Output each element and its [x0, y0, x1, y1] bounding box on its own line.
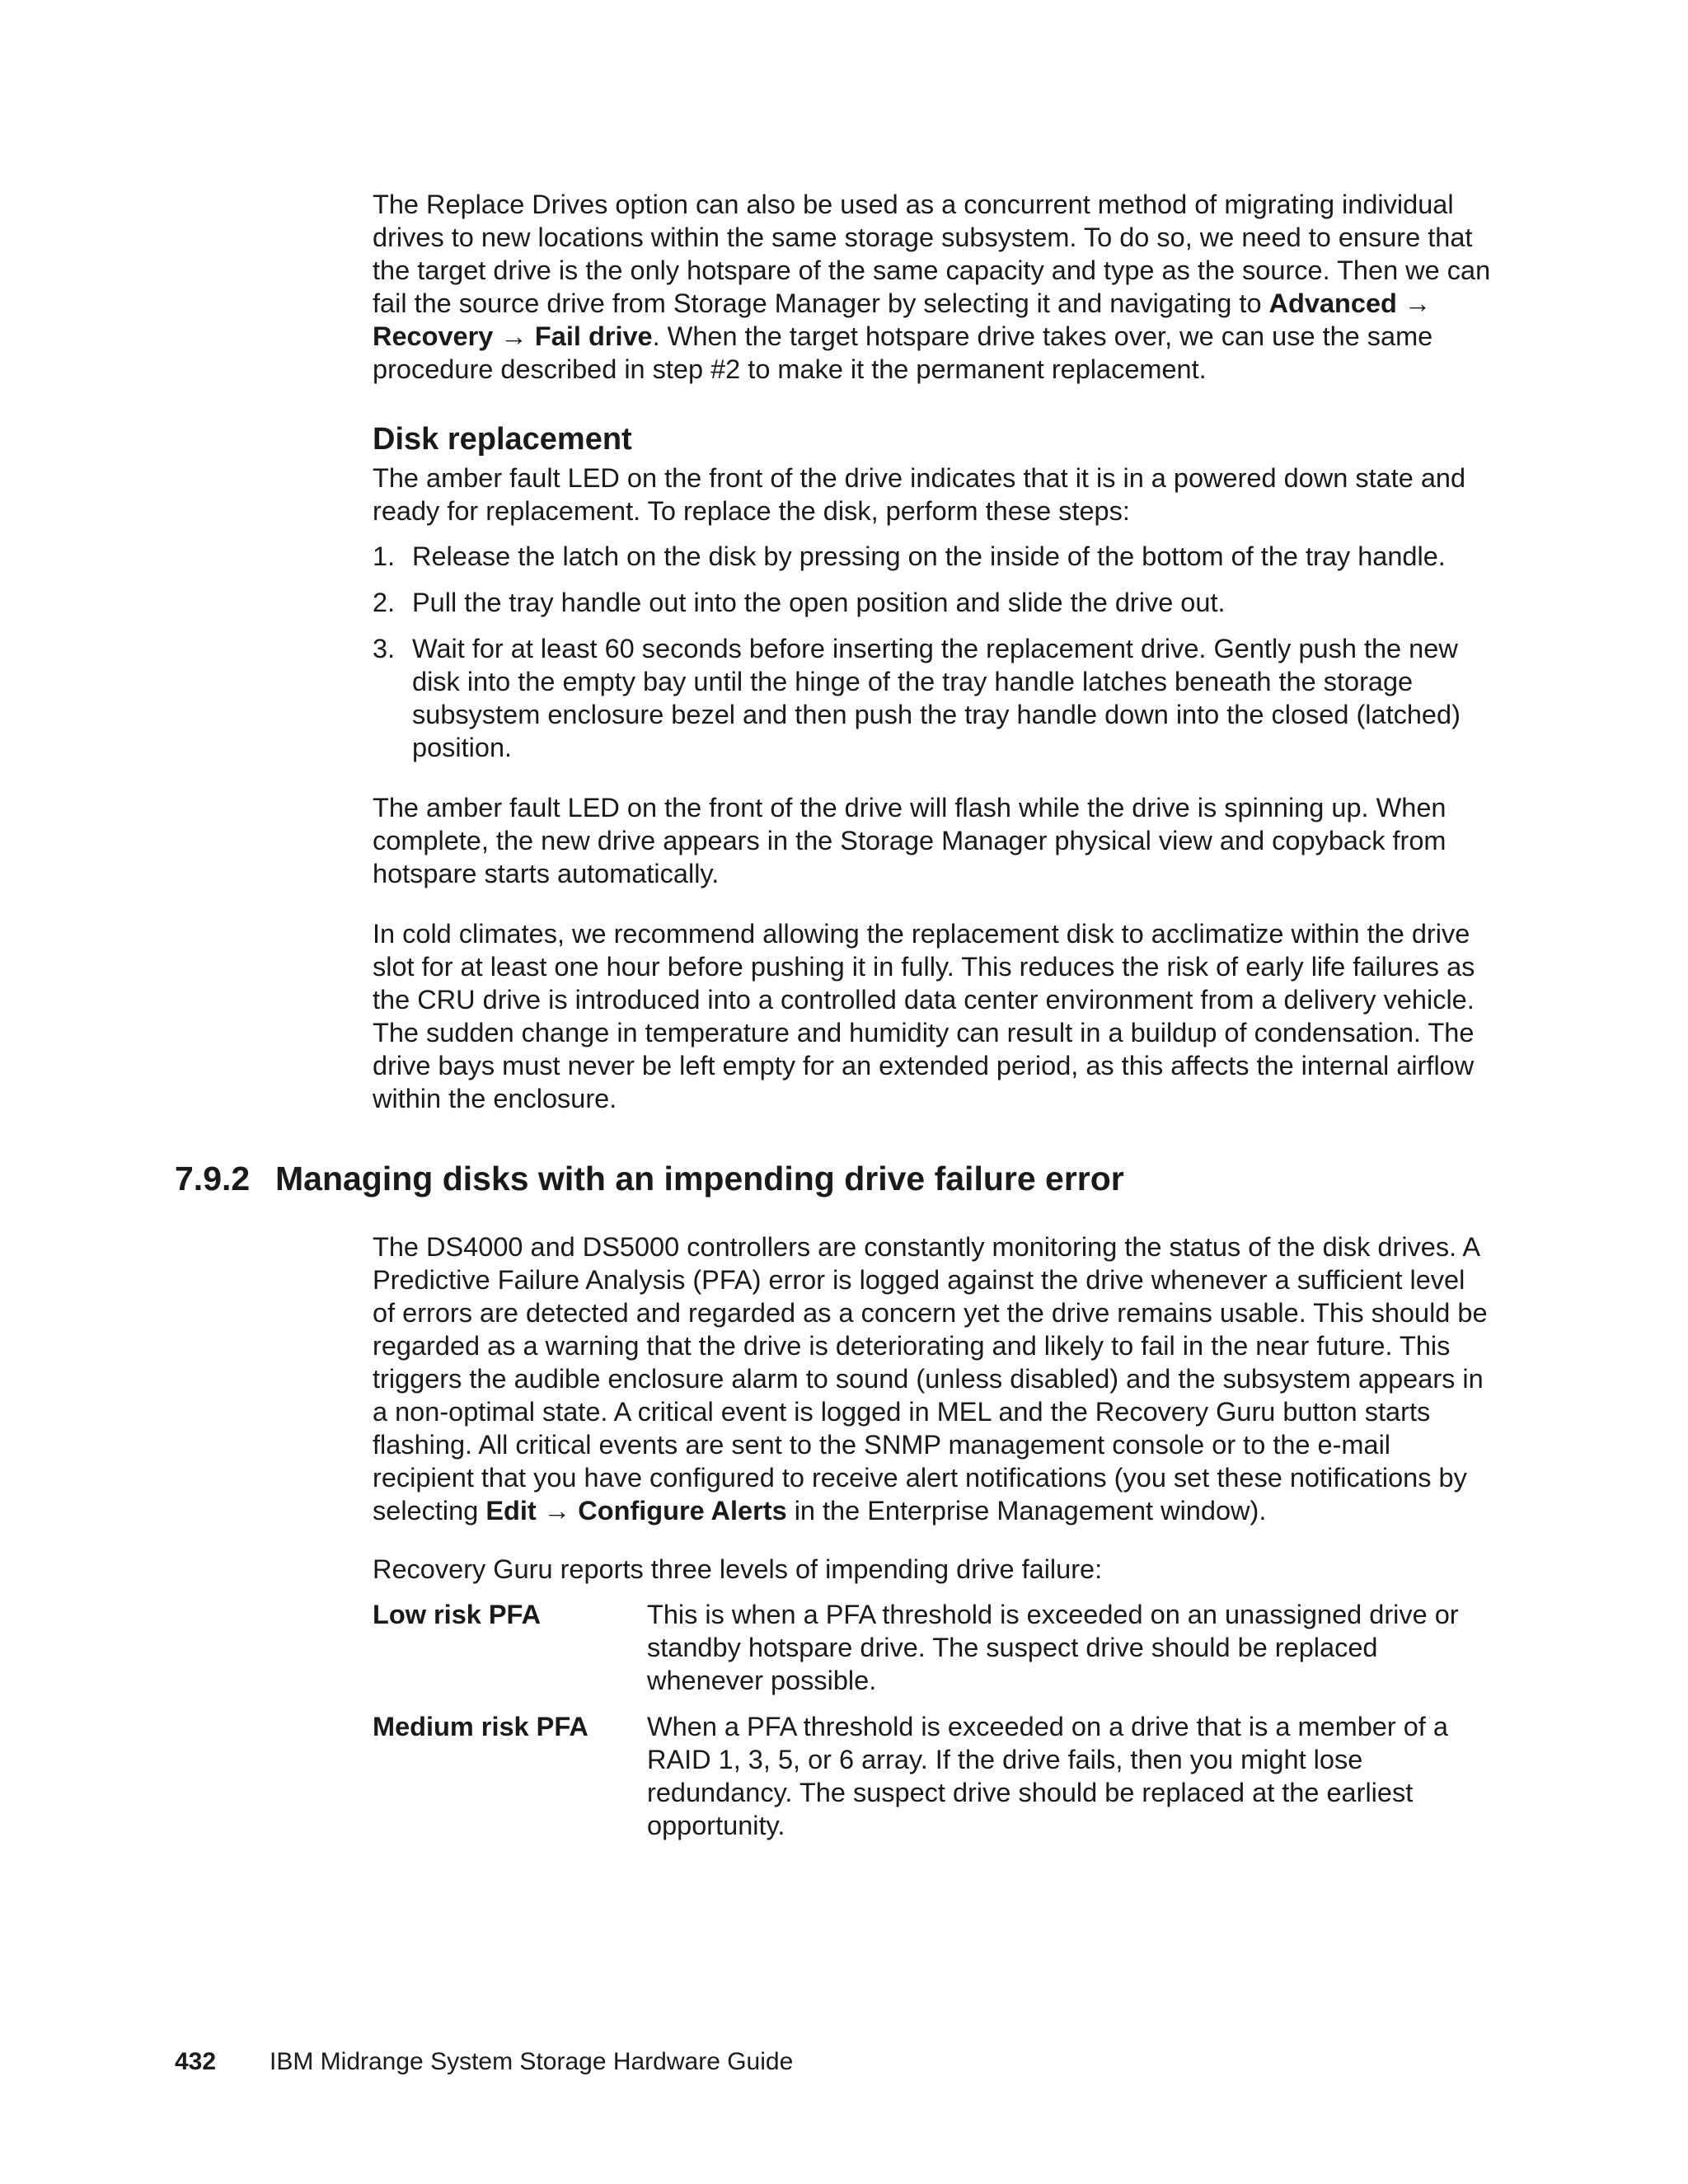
intro-paragraph: [373, 188, 1493, 386]
disk-replacement-heading: Disk replacement: [373, 422, 632, 457]
list-item: [373, 1710, 1493, 1842]
menu-advanced: Advanced: [1268, 288, 1397, 318]
list-item: [373, 1598, 1493, 1697]
step-number: 3.: [373, 634, 396, 663]
led-paragraph-text: The amber fault LED on the front of the drive will flash while the drive is spinning up. When complete, the new drive appears in the Storage Manager physical view and copyback from hotspare starts automatically.: [373, 793, 1447, 888]
step-number: 1.: [373, 541, 396, 571]
pfa-paragraph: [373, 1230, 1493, 1527]
cold-climate-paragraph: [373, 917, 1493, 1115]
replacement-steps: [373, 540, 1493, 777]
menu-arrow: →: [500, 321, 528, 351]
list-item: [373, 540, 1493, 573]
menu-fail-drive: Fail drive: [534, 321, 653, 351]
pfa-paragraph-tail: in the Enterprise Management window).: [786, 1496, 1267, 1526]
menu-configure-alerts: Configure Alerts: [578, 1496, 787, 1526]
step-number: 2.: [373, 588, 396, 617]
step-text: Release the latch on the disk by pressing on the inside of the bottom of the tray handle.: [412, 541, 1446, 571]
section-heading: [175, 1158, 1124, 1199]
intro-text-2: . When the target hotspare drive takes over, we can use the same procedure described in step #2 to make it the permanent replacement.: [373, 321, 1433, 384]
disk-replacement-lead-text: The amber fault LED on the front of the drive indicates that it is in a powered down state and ready for replacement. To replace the disk, perform these steps:: [373, 463, 1466, 526]
intro-text-1: The Replace Drives option can also be used as a concurrent method of migrating individual drives to new locations within the same storage subsystem. To do so, we need to ensure that the target drive is the only hotspare of the same capacity and type as the source. Then we can fail the source drive from Storage Manager by selecting it and navigating to: [373, 190, 1491, 318]
page-number: 432: [175, 2048, 217, 2075]
section-title: Managing disks with an impending drive failure error: [275, 1160, 1124, 1197]
menu-arrow: →: [543, 1496, 571, 1526]
menu-recovery: Recovery: [373, 321, 494, 351]
step-text: Pull the tray handle out into the open position and slide the drive out.: [412, 588, 1226, 617]
pfa-level-term: Medium risk PFA: [373, 1712, 588, 1741]
menu-edit: Edit: [485, 1496, 537, 1526]
section-number: 7.9.2: [175, 1160, 251, 1197]
pfa-levels-list: [373, 1598, 1493, 1855]
recovery-guru-paragraph-text: Recovery Guru reports three levels of impending drive failure:: [373, 1554, 1103, 1584]
page-footer: [175, 2046, 793, 2079]
step-text: Wait for at least 60 seconds before inserting the replacement drive. Gently push the new disk into the empty bay until the hinge of the tray handle latches beneath the storage subsystem enclosure bezel and then push the tray handle down into the closed (latched) position.: [412, 634, 1461, 762]
pfa-level-term: Low risk PFA: [373, 1600, 542, 1629]
led-paragraph: [373, 791, 1493, 890]
menu-arrow: →: [1404, 288, 1432, 318]
list-item: [373, 586, 1493, 619]
pfa-level-description: This is when a PFA threshold is exceeded on an unassigned drive or standby hotspare drive. The suspect drive should be replaced whenever possible.: [647, 1600, 1459, 1695]
pfa-level-description: When a PFA threshold is exceeded on a drive that is a member of a RAID 1, 3, 5, or 6 array. If the drive fails, then you might lose redundancy. The suspect drive should be replaced at the earliest opportunity.: [647, 1712, 1448, 1840]
pfa-paragraph-text: The DS4000 and DS5000 controllers are constantly monitoring the status of the disk drives. A Predictive Failure Analysis (PFA) error is logged against the drive whenever a sufficient level of errors are detected and regarded as a concern yet the drive remains usable. This should be regarded as a warning that the drive is deteriorating and likely to fail in the near future. This triggers the audible enclosure alarm to sound (unless disabled) and the subsystem appears in a non-optimal state. A critical event is logged in MEL and the Recovery Guru button starts flashing. All critical events are sent to the SNMP management console or to the e-mail recipient that you have configured to receive alert notifications (you set these notifications by selecting: [373, 1232, 1488, 1526]
recovery-guru-paragraph: [373, 1553, 1493, 1586]
cold-climate-paragraph-text: In cold climates, we recommend allowing the replacement disk to acclimatize within the drive slot for at least one hour before pushing it in fully. This reduces the risk of early life failures as the CRU drive is introduced into a controlled data center environment from a delivery vehicle. The sudden change in temperature and humidity can result in a buildup of condensation. The drive bays must never be left empty for an extended period, as this affects the internal airflow within the enclosure.: [373, 919, 1475, 1113]
list-item: [373, 632, 1493, 764]
disk-replacement-lead: [373, 462, 1493, 527]
book-title: IBM Midrange System Storage Hardware Guide: [270, 2048, 794, 2075]
